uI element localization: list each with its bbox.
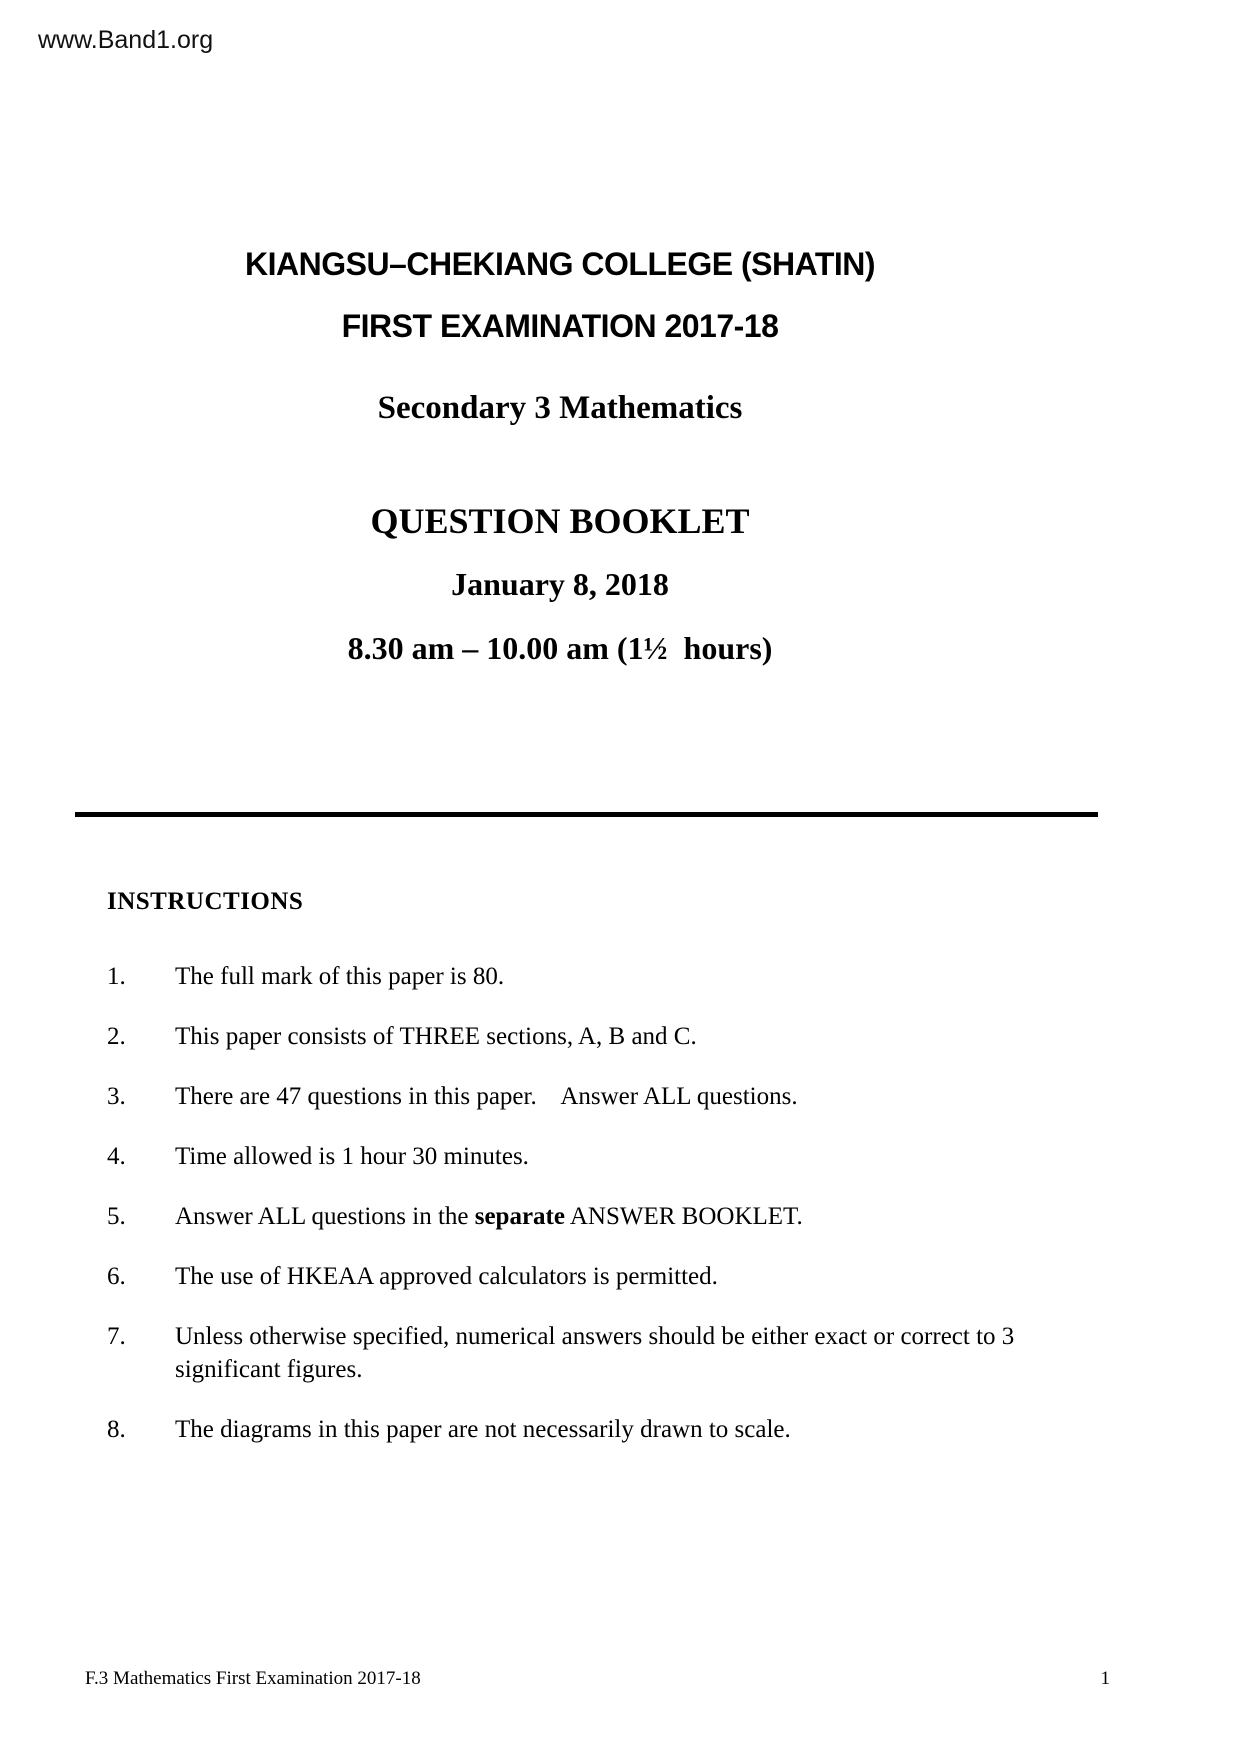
- page-footer: [85, 1668, 1110, 1690]
- instruction-text: Time allowed is 1 hour 30 minutes.: [175, 1143, 529, 1170]
- instruction-number: 8.: [107, 1416, 126, 1443]
- instruction-item: [107, 960, 1097, 993]
- instruction-text-pre: Answer ALL questions in the: [175, 1203, 475, 1230]
- instruction-item: [107, 1320, 1097, 1386]
- exam-session-title: FIRST EXAMINATION 2017-18: [341, 308, 779, 344]
- instructions-heading: INSTRUCTIONS: [107, 888, 304, 915]
- instruction-text: The full mark of this paper is 80.: [175, 963, 505, 990]
- instruction-text: The use of HKEAA approved calculators is permitted.: [175, 1263, 718, 1290]
- instruction-text-bold: separate: [474, 1203, 565, 1230]
- school-title: KIANGSU–CHEKIANG COLLEGE (SHATIN): [244, 246, 876, 282]
- footer-text: F.3 Mathematics First Examination 2017-18: [85, 1668, 421, 1689]
- exam-time: 8.30 am – 10.00 am (1½ hours): [347, 630, 773, 666]
- instruction-number: 5.: [107, 1203, 126, 1230]
- section-divider: [75, 812, 1098, 817]
- instruction-item: [107, 1080, 1097, 1113]
- instruction-number: 6.: [107, 1263, 126, 1290]
- instruction-number: 2.: [107, 1023, 126, 1050]
- instruction-item: [107, 1413, 1097, 1446]
- instructions-list: [107, 960, 1097, 1473]
- instruction-number: 1.: [107, 963, 126, 990]
- booklet-title: QUESTION BOOKLET: [370, 501, 750, 541]
- subject-title: Secondary 3 Mathematics: [377, 390, 743, 426]
- exam-date: January 8, 2018: [451, 566, 669, 602]
- instruction-text-post: ANSWER BOOKLET.: [564, 1203, 803, 1230]
- instruction-number: 4.: [107, 1143, 126, 1170]
- instruction-item: [107, 1200, 1097, 1233]
- instruction-number: 3.: [107, 1083, 126, 1110]
- instruction-text: There are 47 questions in this paper. Answer ALL questions.: [175, 1083, 798, 1110]
- instruction-text: Unless otherwise specified, numerical answers should be either exact or correct to 3 significant figures.: [175, 1323, 1021, 1383]
- page-number: 1: [1100, 1668, 1110, 1689]
- instruction-item: [107, 1140, 1097, 1173]
- instruction-text: [175, 1200, 1055, 1233]
- instruction-text: The diagrams in this paper are not necessarily drawn to scale.: [175, 1416, 791, 1443]
- instruction-item: [107, 1260, 1097, 1293]
- instruction-text: This paper consists of THREE sections, A, B and C.: [175, 1023, 697, 1050]
- site-watermark: www.Band1.org: [38, 26, 214, 54]
- instruction-item: [107, 1020, 1097, 1053]
- instruction-number: 7.: [107, 1323, 126, 1350]
